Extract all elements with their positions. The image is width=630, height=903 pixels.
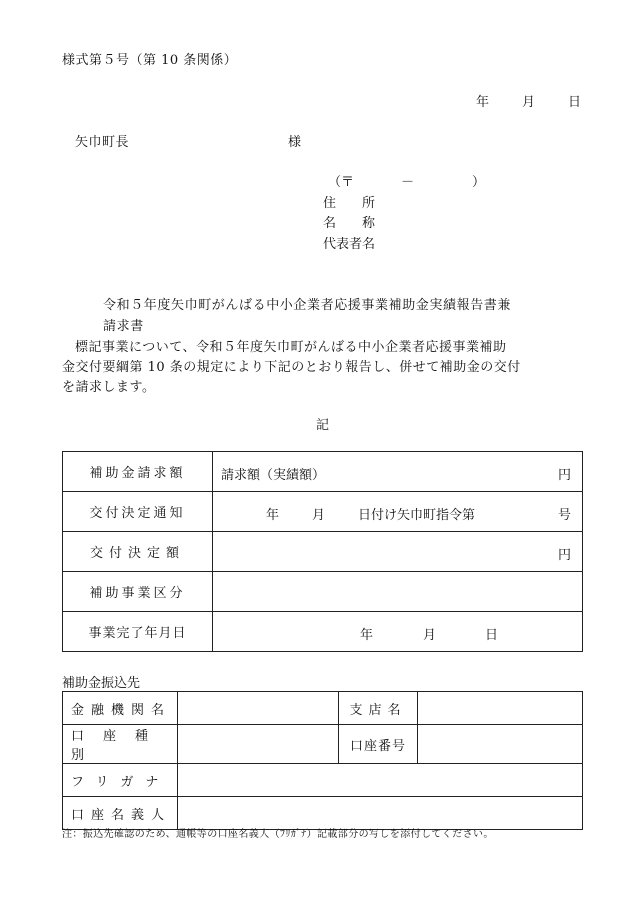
table-row — [63, 725, 583, 764]
subsidy-table — [62, 451, 583, 652]
address-label: 住 所 — [323, 196, 376, 211]
document-title-line2: 請求書 — [103, 319, 144, 334]
claim-amount-unit: 円 — [558, 468, 572, 483]
completion-date-field[interactable] — [213, 612, 583, 652]
institution-field[interactable] — [178, 692, 339, 725]
notice-order-text: 日付け矢巾町指令第 — [358, 508, 476, 523]
document-title-line1: 令和５年度矢巾町がんばる中小企業者応援事業補助金実績報告書兼 — [103, 298, 512, 313]
notice-month-label: 月 — [312, 508, 326, 523]
grant-amount-label: 交付決定額 — [63, 532, 213, 572]
postal-close: ） — [472, 175, 486, 190]
honorific: 様 — [288, 135, 302, 150]
date-day-label: 日 — [568, 95, 582, 110]
completion-day-label: 日 — [485, 628, 499, 643]
completion-date-label: 事業完了年月日 — [63, 612, 213, 652]
body-line-3: を請求します。 — [62, 380, 156, 395]
representative-label: 代表者名 — [323, 237, 376, 252]
completion-month-label: 月 — [423, 628, 437, 643]
addressee: 矢巾町長 — [75, 135, 130, 150]
table-row — [63, 572, 583, 612]
furigana-label: フリガナ — [63, 764, 178, 797]
claim-amount-text: 請求額（実績額） — [221, 468, 326, 483]
account-number-field[interactable] — [418, 725, 583, 764]
grant-amount-unit: 円 — [558, 548, 572, 563]
table-row — [63, 692, 583, 725]
body-line-2: 金交付要綱第 10 条の規定により下記のとおり報告し、併せて補助金の交付 — [62, 360, 521, 375]
grant-notice-label: 交付決定通知 — [63, 492, 213, 532]
body-line-1: 標記事業について、令和５年度矢巾町がんばる中小企業者応援事業補助 — [75, 340, 507, 355]
notice-year-label: 年 — [266, 508, 280, 523]
table-row — [63, 452, 583, 492]
project-category-field[interactable] — [213, 572, 583, 612]
ki-mark: 記 — [316, 418, 330, 433]
date-month-label: 月 — [522, 95, 536, 110]
claim-amount-label: 補助金請求額 — [63, 452, 213, 492]
account-number-label: 口座番号 — [339, 725, 418, 764]
furigana-field[interactable] — [178, 764, 583, 797]
project-category-label: 補助事業区分 — [63, 572, 213, 612]
branch-field[interactable] — [418, 692, 583, 725]
name-label: 名 称 — [323, 216, 376, 231]
completion-year-label: 年 — [360, 628, 374, 643]
grant-notice-field[interactable] — [213, 492, 583, 532]
claim-amount-field[interactable] — [213, 452, 583, 492]
table-row — [63, 492, 583, 532]
account-holder-label: 口座名義人 — [63, 797, 178, 830]
table-row — [63, 532, 583, 572]
table-row — [63, 764, 583, 797]
grant-amount-field[interactable] — [213, 532, 583, 572]
institution-label: 金融機関名 — [63, 692, 178, 725]
bank-table — [62, 691, 583, 830]
date-year-label: 年 — [476, 95, 490, 110]
table-row — [63, 612, 583, 652]
bank-heading: 補助金振込先 — [62, 676, 141, 691]
account-type-label: 口座種別 — [63, 725, 178, 764]
branch-label: 支店名 — [339, 692, 418, 725]
notice-number-unit: 号 — [558, 508, 572, 523]
postal-open: （〒 — [328, 175, 355, 190]
form-number: 様式第５号（第 10 条関係） — [62, 53, 238, 68]
attachment-note: 注：振込先確認のため、通帳等の口座名義人（ﾌﾘｶﾞﾅ）記載部分の写しを添付してください。 — [62, 829, 494, 840]
postal-dash: － — [401, 175, 415, 190]
account-type-field[interactable] — [178, 725, 339, 764]
